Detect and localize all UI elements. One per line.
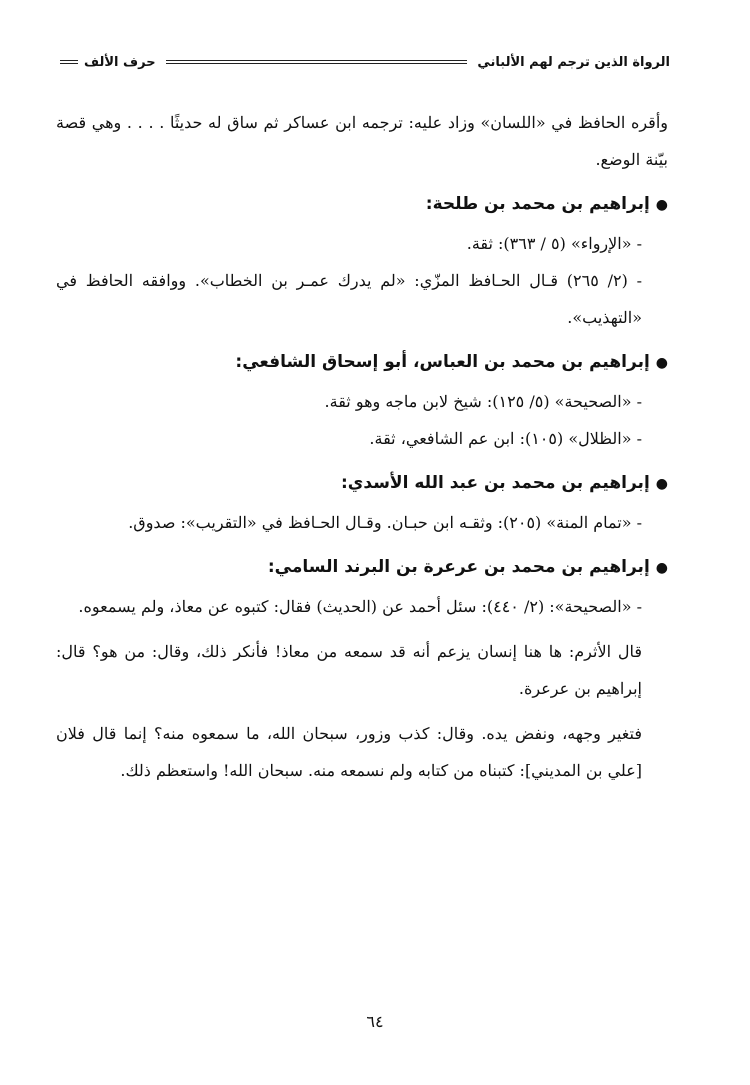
page-body <box>56 104 668 789</box>
running-header <box>60 50 670 74</box>
bullet-icon: ● <box>655 355 668 371</box>
header-rule <box>166 60 468 64</box>
entry-heading-3 <box>56 465 668 502</box>
entry-heading-1 <box>56 186 668 223</box>
section-title: حرف الألف <box>84 54 156 70</box>
page-number: ٦٤ <box>366 1012 384 1031</box>
entry-heading-text: إبراهيم بن محمد بن عبد الله الأسدي: <box>341 473 650 493</box>
entry-heading-text: إبراهيم بن محمد بن طلحة: <box>425 194 650 214</box>
paragraph-intro: وأقره الحافظ في «اللسان» وزاد عليه: ترجمه ابن عساكر ثم ساق له حديثًا . . . . وهي قصة بيّنة الوضع. <box>56 113 668 169</box>
body-paragraph: فتغير وجهه، ونفض يده. وقال: كذب وزور، سبحان الله، ما سمعوه منه؟ إنما قال فلان [علي بن المديني]: كتبناه من كتابه ولم نسمعه منه. سبحان الله! واستعظم ذلك. <box>56 724 643 780</box>
header-dash <box>60 60 78 64</box>
citation-line: - «الظلال» (١٠٥): ابن عم الشافعي، ثقة. <box>369 429 642 448</box>
body-paragraph: قال الأثرم: ها هنا إنسان يزعم أنه قد سمعه من معاذ! فأنكر ذلك، وقال: من هو؟ قال: إبراهيم بن عرعرة. <box>56 642 642 698</box>
entry-heading-4 <box>56 549 668 586</box>
bullet-icon: ● <box>655 560 668 576</box>
citation-line: - (٢/ ٢٦٥) قـال الحـافظ المزّي: «لم يدرك عمـر بن الخطاب». ووافقه الحافظ في «التهذيب». <box>56 271 643 327</box>
citation-line: - «الإرواء» (٥ / ٣٦٣): ثقة. <box>466 234 642 253</box>
bullet-icon: ● <box>655 476 668 492</box>
book-title: الرواة الذين ترجم لهم الألباني <box>477 54 670 70</box>
citation-line: - «تمام المنة» (٢٠٥): وثقـه ابن حبـان. وقـال الحـافظ في «التقريب»: صدوق. <box>128 513 642 532</box>
entry-heading-2 <box>56 344 668 381</box>
entry-heading-text: إبراهيم بن محمد بن العباس، أبو إسحاق الشافعي: <box>235 352 650 372</box>
bullet-icon: ● <box>655 197 668 213</box>
citation-line: - «الصحيحة» (٥/ ١٢٥): شيخ لابن ماجه وهو ثقة. <box>324 392 642 411</box>
entry-heading-text: إبراهيم بن محمد بن عرعرة بن البرند السامي: <box>267 557 650 577</box>
citation-line: - «الصحيحة»: (٢/ ٤٤٠): سئل أحمد عن (الحديث) فقال: كتبوه عن معاذ، ولم يسمعوه. <box>78 597 642 616</box>
